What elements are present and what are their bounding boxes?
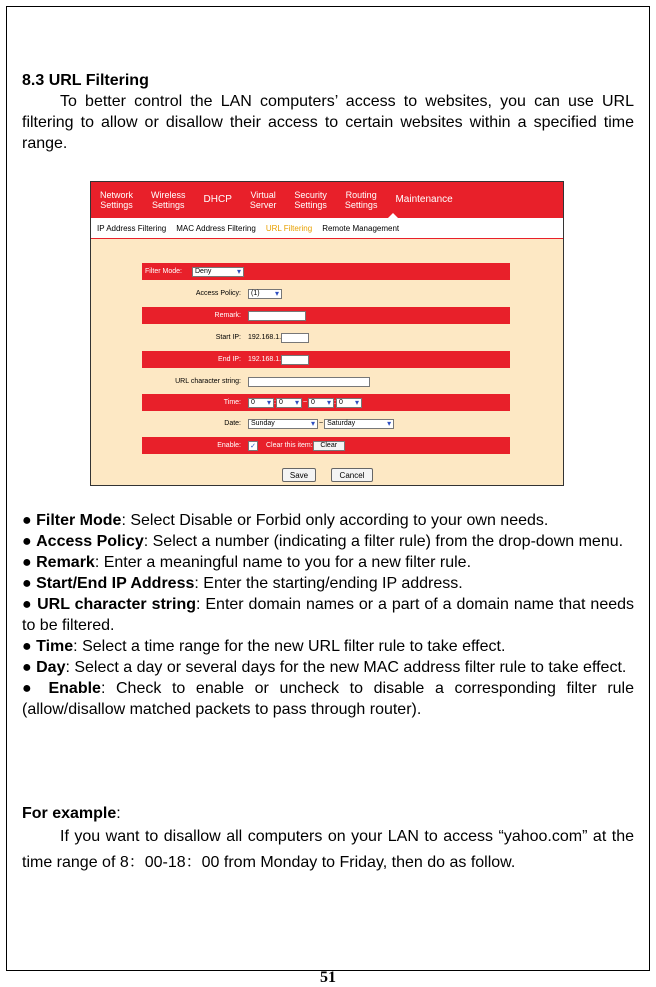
row-start-ip	[142, 329, 510, 346]
date-sep: ~	[319, 420, 324, 427]
example-section	[22, 803, 634, 876]
nav-virtual-server[interactable]: Virtual Server	[249, 190, 277, 210]
start-ip-input[interactable]	[281, 333, 309, 343]
row-date	[142, 415, 510, 432]
filter-mode-label: Filter Mode:	[145, 268, 182, 275]
row-time	[142, 394, 510, 411]
cancel-button[interactable]: Cancel	[331, 468, 373, 482]
end-ip-label: End IP:	[218, 356, 241, 363]
row-end-ip	[142, 351, 510, 368]
bullet-start-end-ip: ● Start/End IP Address: Enter the starting/ending IP address.	[22, 575, 463, 592]
url-string-label: URL character string:	[175, 378, 241, 385]
start-ip-label: Start IP:	[215, 334, 241, 341]
end-ip-prefix: 192.168.1.	[248, 356, 282, 363]
start-ip-prefix: 192.168.1.	[248, 334, 282, 341]
router-ui-screenshot	[90, 181, 564, 486]
subnav-ip-filtering[interactable]: IP Address Filtering	[97, 223, 167, 233]
bullet-url-string: ● URL character string: Enter domain names or a part of a domain name that needs to be filtered.	[22, 596, 635, 634]
subnav-remote-management[interactable]: Remote Management	[322, 223, 400, 233]
nav-pointer-icon	[387, 213, 399, 219]
date-from-select[interactable]: Sunday ▾	[248, 419, 318, 429]
remark-input[interactable]	[248, 311, 306, 321]
url-string-input[interactable]	[248, 377, 370, 387]
sub-nav	[91, 218, 563, 239]
time-dash: ~	[302, 399, 308, 406]
time-end-minute-select[interactable]: 0 ▾	[336, 398, 362, 408]
nav-maintenance[interactable]: Maintenance	[395, 194, 453, 205]
time-start-minute-select[interactable]: 0 ▾	[276, 398, 302, 408]
access-policy-select[interactable]: (1) ▾	[248, 289, 282, 299]
example-heading: For example:	[22, 805, 121, 822]
intro-paragraph: To better control the LAN computers’ access to websites, you can use URL filtering to allow or disallow their access to certain websites within a specified time range.	[22, 93, 634, 152]
bullet-access-policy: ● Access Policy: Select a number (indicating a filter rule) from the drop-down menu.	[22, 533, 624, 550]
date-label: Date:	[224, 420, 241, 427]
time-label: Time:	[223, 399, 241, 406]
row-url-string	[142, 373, 510, 390]
section-title: 8.3 URL Filtering	[22, 72, 149, 89]
example-paragraph: If you want to disallow all computers on your LAN to access “yahoo.com” at the time range of 8：00-18：00 from Monday to Friday, then do as follow.	[22, 828, 634, 871]
subnav-url-filtering[interactable]: URL Filtering	[265, 223, 313, 233]
save-button[interactable]: Save	[282, 468, 316, 482]
enable-checkbox[interactable]: ✓	[248, 441, 258, 451]
bullet-remark: ● Remark: Enter a meaningful name to you for a new filter rule.	[22, 554, 472, 571]
row-access-policy	[142, 285, 510, 302]
time-end-hour-select[interactable]: 0 ▾	[308, 398, 334, 408]
row-enable	[142, 437, 510, 454]
remark-label: Remark:	[214, 312, 241, 319]
nav-security-settings[interactable]: Security Settings	[294, 190, 327, 210]
time-start-hour-select[interactable]: 0 ▾	[248, 398, 274, 408]
nav-wireless-settings[interactable]: Wireless Settings	[151, 190, 186, 210]
end-ip-input[interactable]	[281, 355, 309, 365]
bullet-list	[22, 510, 634, 720]
nav-dhcp[interactable]: DHCP	[203, 194, 232, 205]
row-remark	[142, 307, 510, 324]
form-panel	[91, 239, 563, 485]
page-number: 51	[320, 969, 336, 986]
enable-label: Enable:	[217, 442, 241, 449]
date-to-select[interactable]: Saturday ▾	[324, 419, 394, 429]
top-nav	[91, 182, 563, 218]
nav-network-settings[interactable]: Network Settings	[100, 190, 134, 210]
subnav-mac-filtering[interactable]: MAC Address Filtering	[176, 223, 256, 233]
nav-routing-settings[interactable]: Routing Settings	[344, 190, 378, 210]
access-policy-label: Access Policy:	[195, 290, 241, 297]
bullet-filter-mode: ● Filter Mode: Select Disable or Forbid only according to your own needs.	[22, 512, 549, 529]
clear-button[interactable]: Clear	[313, 441, 345, 451]
page-content	[22, 70, 634, 154]
clear-item-label: Clear this item:	[266, 442, 313, 449]
bullet-day: ● Day: Select a day or several days for the new MAC address filter rule to take effect.	[22, 659, 627, 676]
bullet-enable: ● Enable: Check to enable or uncheck to disable a corresponding filter rule (allow/disallow matched packets to pass through router).	[22, 680, 635, 718]
bullet-time: ● Time: Select a time range for the new URL filter rule to take effect.	[22, 638, 506, 655]
row-filter-mode	[142, 263, 510, 280]
filter-mode-select[interactable]: Deny ▾	[192, 267, 244, 277]
